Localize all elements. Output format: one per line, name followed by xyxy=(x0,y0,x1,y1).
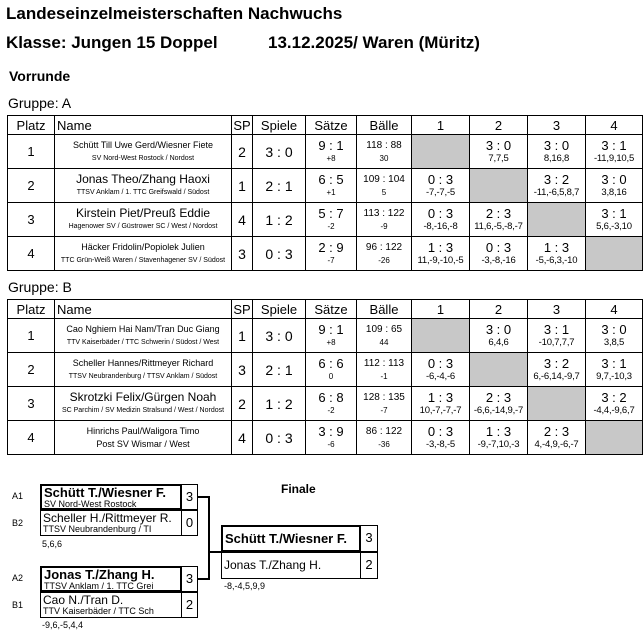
team-cell xyxy=(55,169,232,203)
column-header: SP xyxy=(233,301,251,317)
page-title: Landeseinzelmeisterschaften Nachwuchs xyxy=(6,4,343,23)
match-sets: 6,4,6 xyxy=(488,336,509,348)
sp-cell: 4 xyxy=(232,203,253,237)
match-cell xyxy=(470,237,528,271)
balls-ratio: 112 : 113 xyxy=(363,358,405,369)
balls-ratio: 109 : 65 xyxy=(365,324,403,335)
sets-diff: -6 xyxy=(327,440,335,449)
match-score: 3 : 1 xyxy=(543,321,570,337)
match-score: 3 : 2 xyxy=(601,389,627,405)
bracket-entry-final-a xyxy=(221,525,361,552)
bracket-entry-final-b xyxy=(221,552,361,579)
column-header: Name xyxy=(55,116,232,135)
match-cell xyxy=(412,387,470,421)
match-sets: -5,-6,3,-10 xyxy=(535,254,578,266)
group-table xyxy=(7,115,643,271)
match-score: 2 : 3 xyxy=(543,423,570,439)
balls-diff: -9 xyxy=(380,222,388,231)
games-cell: 1 : 2 xyxy=(253,387,306,421)
match-score: 3 : 1 xyxy=(601,205,627,221)
team-players: Häcker Fridolin/Popiolek Julien xyxy=(81,242,205,252)
self-match-cell xyxy=(528,203,586,237)
match-cell xyxy=(412,353,470,387)
match-sets: -11,9,10,5 xyxy=(593,152,635,164)
match-result: -8,-4,5,9,9 xyxy=(224,581,266,591)
match-cell xyxy=(528,319,586,353)
match-score: 0 : 3 xyxy=(427,205,454,221)
player-name: Jonas T./Zhang H. xyxy=(44,567,155,582)
balls-diff: 5 xyxy=(381,188,387,197)
sets-diff: +8 xyxy=(326,154,336,163)
sets-ratio: 9 : 1 xyxy=(318,322,344,337)
bracket-score: 2 xyxy=(360,552,378,579)
rank-cell: 4 xyxy=(8,237,55,271)
balls-diff: -1 xyxy=(380,372,388,381)
match-score: 3 : 0 xyxy=(601,171,627,187)
balls-diff: -26 xyxy=(378,256,390,265)
rank-cell: 3 xyxy=(8,387,55,421)
self-match-cell xyxy=(470,169,528,203)
sets-diff: -7 xyxy=(327,256,335,265)
match-sets: 5,6,-3,10 xyxy=(596,220,632,232)
seed-label: A2 xyxy=(12,573,24,583)
match-score: 3 : 2 xyxy=(543,355,570,371)
table-row xyxy=(8,421,643,455)
player-club: SV Nord-West Rostock xyxy=(44,499,137,509)
match-cell xyxy=(586,319,643,353)
sets-cell xyxy=(306,353,357,387)
balls-diff: -7 xyxy=(380,406,388,415)
player-name: Cao N./Tran D. xyxy=(43,593,124,607)
sets-cell xyxy=(306,203,357,237)
match-sets: -6,-4,-6 xyxy=(425,370,456,382)
match-sets: -4,4,-9,6,7 xyxy=(593,404,635,416)
team-clubs: SC Parchim / SV Medizin Stralsund / West / Nordost xyxy=(61,407,225,414)
section-title: Vorrunde xyxy=(9,68,71,84)
column-header: Bälle xyxy=(357,116,412,135)
player-name: Schütt T./Wiesner F. xyxy=(44,485,166,500)
rank-cell: 3 xyxy=(8,203,55,237)
match-score: 3 : 0 xyxy=(485,321,512,337)
seed-label: B2 xyxy=(12,518,24,528)
match-score: 1 : 3 xyxy=(427,239,454,255)
match-cell xyxy=(586,169,643,203)
match-score: 0 : 3 xyxy=(427,355,454,371)
player-name: Scheller H./Rittmeyer R. xyxy=(43,511,172,525)
column-header: 4 xyxy=(586,116,643,135)
table-row xyxy=(8,387,643,421)
sets-ratio: 6 : 8 xyxy=(318,390,344,405)
table-row xyxy=(8,319,643,353)
match-score: 3 : 0 xyxy=(601,321,627,337)
balls-ratio: 96 : 122 xyxy=(365,242,403,253)
team-cell xyxy=(55,421,232,455)
column-header: Sätze xyxy=(306,300,357,319)
sets-diff: 0 xyxy=(328,372,334,381)
team-clubs: TTSV Anklam / 1. TTC Greifswald / Südost xyxy=(76,189,210,196)
match-cell xyxy=(470,421,528,455)
games-cell: 1 : 2 xyxy=(253,203,306,237)
bracket-entry-sf1-b xyxy=(40,510,182,536)
match-score: 0 : 3 xyxy=(485,239,512,255)
balls-cell xyxy=(357,387,412,421)
games-cell: 2 : 1 xyxy=(253,353,306,387)
team-clubs: Hagenower SV / Güstrower SC / West / Nordost xyxy=(68,223,218,230)
match-cell xyxy=(528,169,586,203)
balls-diff: 44 xyxy=(379,338,389,347)
match-score: 3 : 1 xyxy=(601,355,627,371)
match-sets: -6,6,-14,9,-7 xyxy=(473,404,524,416)
match-score: 1 : 3 xyxy=(427,389,454,405)
column-header: SP xyxy=(233,117,251,133)
balls-ratio: 128 : 135 xyxy=(363,392,405,403)
match-score: 0 : 3 xyxy=(427,423,454,439)
date-location: 13.12.2025/ Waren (Müritz) xyxy=(268,33,480,52)
bracket-connector xyxy=(197,578,209,580)
self-match-cell xyxy=(412,319,470,353)
team-players: Jonas Theo/Zhang Haoxi xyxy=(76,172,210,186)
self-match-cell xyxy=(528,387,586,421)
match-sets: 6,-6,14,-9,7 xyxy=(533,370,580,382)
table-header-row xyxy=(8,300,643,319)
rank-cell: 2 xyxy=(8,169,55,203)
player-name: Schütt T./Wiesner F. xyxy=(225,531,347,546)
column-header: Name xyxy=(55,300,232,319)
team-cell xyxy=(55,237,232,271)
match-sets: 3,8,16 xyxy=(601,186,627,198)
bracket-score: 3 xyxy=(181,484,198,510)
match-sets: 11,-9,-10,-5 xyxy=(417,254,464,266)
bracket-entry-sf2-b xyxy=(40,592,182,618)
player-club: TTSV Anklam / 1. TTC Grei xyxy=(44,581,154,591)
sets-diff: -2 xyxy=(327,222,335,231)
column-header: 1 xyxy=(412,300,470,319)
table-row xyxy=(8,169,643,203)
match-cell xyxy=(528,421,586,455)
team-players: Cao Nghiem Hai Nam/Tran Duc Giang xyxy=(66,324,220,334)
match-sets: -3,-8,-16 xyxy=(481,254,516,266)
sp-cell: 3 xyxy=(232,237,253,271)
column-header: 1 xyxy=(412,116,470,135)
bracket-score: 3 xyxy=(360,525,378,552)
balls-diff: -36 xyxy=(378,440,390,449)
team-clubs: Post SV Wismar / West xyxy=(96,439,190,449)
match-score: 3 : 0 xyxy=(543,137,570,153)
team-clubs: SV Nord-West Rostock / Nordost xyxy=(91,155,195,162)
match-cell xyxy=(586,387,643,421)
sets-cell xyxy=(306,237,357,271)
match-cell xyxy=(412,421,470,455)
games-cell: 3 : 0 xyxy=(253,135,306,169)
sp-cell: 2 xyxy=(232,135,253,169)
team-cell xyxy=(55,353,232,387)
sets-ratio: 3 : 9 xyxy=(318,424,344,439)
class-header xyxy=(6,33,480,53)
column-header: Spiele xyxy=(253,116,306,135)
table-row xyxy=(8,237,643,271)
sets-cell xyxy=(306,169,357,203)
match-sets: 8,16,8 xyxy=(543,152,570,164)
balls-ratio: 113 : 122 xyxy=(363,208,405,219)
match-cell xyxy=(586,353,643,387)
self-match-cell xyxy=(470,353,528,387)
sets-ratio: 6 : 6 xyxy=(318,356,344,371)
match-score: 2 : 3 xyxy=(485,205,512,221)
column-header: Platz xyxy=(8,300,55,319)
sets-ratio: 6 : 5 xyxy=(318,172,344,187)
player-club: TTSV Neubrandenburg / TI xyxy=(43,524,152,534)
team-clubs: TTSV Neubrandenburg / TTSV Anklam / Südost xyxy=(68,373,218,380)
bracket-score: 2 xyxy=(181,592,198,618)
match-score: 0 : 3 xyxy=(427,171,454,187)
rank-cell: 4 xyxy=(8,421,55,455)
match-cell xyxy=(528,353,586,387)
bracket-entry-sf2-a xyxy=(40,566,182,592)
group-label: Gruppe: A xyxy=(8,95,72,111)
column-header: Platz xyxy=(8,116,55,135)
match-score: 3 : 0 xyxy=(485,137,512,153)
match-score: 2 : 3 xyxy=(485,389,512,405)
sp-cell: 2 xyxy=(232,387,253,421)
match-sets: 4,-4,9,-6,-7 xyxy=(534,438,579,450)
sp-cell: 1 xyxy=(232,319,253,353)
seed-label: A1 xyxy=(12,491,24,501)
balls-ratio: 118 : 88 xyxy=(366,140,402,151)
match-sets: 3,8,5 xyxy=(603,336,625,348)
sets-diff: +8 xyxy=(326,338,336,347)
column-header: Spiele xyxy=(253,300,306,319)
class-label: Klasse: Jungen 15 Doppel xyxy=(6,33,218,52)
balls-cell xyxy=(357,237,412,271)
column-header: 2 xyxy=(470,116,528,135)
match-sets: -10,7,7,7 xyxy=(538,336,575,348)
sp-cell: 1 xyxy=(232,169,253,203)
balls-cell xyxy=(357,421,412,455)
sp-cell: 4 xyxy=(232,421,253,455)
match-score: 1 : 3 xyxy=(485,423,512,439)
rank-cell: 1 xyxy=(8,135,55,169)
bracket-connector xyxy=(208,496,210,580)
match-result: -9,6,-5,4,4 xyxy=(42,620,84,630)
match-score: 3 : 2 xyxy=(543,171,570,187)
match-cell xyxy=(412,237,470,271)
column-header: 3 xyxy=(528,300,586,319)
sets-ratio: 2 : 9 xyxy=(318,240,344,255)
seed-label: B1 xyxy=(12,600,24,610)
column-header: 2 xyxy=(470,300,528,319)
group-label: Gruppe: B xyxy=(8,279,72,295)
table-row xyxy=(8,353,643,387)
balls-cell xyxy=(357,135,412,169)
match-cell xyxy=(586,135,643,169)
sets-diff: +1 xyxy=(326,188,336,197)
sets-ratio: 5 : 7 xyxy=(318,206,344,221)
match-sets: -9,-7,10,-3 xyxy=(477,438,520,450)
match-sets: 11,6,-5,-8,-7 xyxy=(474,220,523,232)
team-cell xyxy=(55,319,232,353)
rank-cell: 1 xyxy=(8,319,55,353)
group-table xyxy=(7,299,643,455)
team-players: Kirstein Piet/Preuß Eddie xyxy=(75,206,211,220)
sets-cell xyxy=(306,387,357,421)
table-row xyxy=(8,203,643,237)
player-club: TTV Kaiserbäder / TTC Sch xyxy=(43,606,154,616)
team-players: Scheller Hannes/Rittmeyer Richard xyxy=(72,358,214,368)
match-cell xyxy=(470,203,528,237)
match-cell xyxy=(470,135,528,169)
sets-cell xyxy=(306,319,357,353)
team-clubs: TTV Kaiserbäder / TTC Schwerin / Südost / West xyxy=(66,339,220,346)
games-cell: 0 : 3 xyxy=(253,421,306,455)
team-cell xyxy=(55,203,232,237)
games-cell: 3 : 0 xyxy=(253,319,306,353)
table-row xyxy=(8,135,643,169)
match-result: 5,6,6 xyxy=(42,539,63,549)
column-header: 3 xyxy=(528,116,586,135)
balls-cell xyxy=(357,203,412,237)
sets-cell xyxy=(306,421,357,455)
sp-cell: 3 xyxy=(232,353,253,387)
match-sets: -8,-16,-8 xyxy=(423,220,458,232)
team-cell xyxy=(55,135,232,169)
balls-cell xyxy=(357,169,412,203)
self-match-cell xyxy=(586,237,643,271)
games-cell: 0 : 3 xyxy=(253,237,306,271)
team-cell xyxy=(55,387,232,421)
bracket-score: 0 xyxy=(181,510,198,536)
games-cell: 2 : 1 xyxy=(253,169,306,203)
balls-cell xyxy=(357,353,412,387)
match-sets: 7,7,5 xyxy=(488,152,509,164)
match-cell xyxy=(412,203,470,237)
team-players: Skrotzki Felix/Gürgen Noah xyxy=(69,390,217,404)
match-sets: -7,-7,-5 xyxy=(425,186,456,198)
balls-cell xyxy=(357,319,412,353)
match-sets: -11,-6,5,8,7 xyxy=(533,186,580,198)
match-sets: 9,7,-10,3 xyxy=(596,370,632,382)
column-header: Sätze xyxy=(306,116,357,135)
column-header: Bälle xyxy=(357,300,412,319)
team-players: Hinrichs Paul/Waligora Timo xyxy=(86,426,200,436)
match-cell xyxy=(586,203,643,237)
match-cell xyxy=(470,387,528,421)
sets-cell xyxy=(306,135,357,169)
sets-diff: -2 xyxy=(327,406,335,415)
balls-ratio: 109 : 104 xyxy=(363,174,405,185)
self-match-cell xyxy=(412,135,470,169)
match-sets: 10,-7,-7,-7 xyxy=(419,404,462,416)
match-sets: -3,-8,-5 xyxy=(425,438,456,450)
sets-ratio: 9 : 1 xyxy=(318,138,344,153)
balls-diff: 30 xyxy=(379,154,389,163)
self-match-cell xyxy=(586,421,643,455)
match-cell xyxy=(528,135,586,169)
player-name: Jonas T./Zhang H. xyxy=(224,558,322,572)
match-cell xyxy=(528,237,586,271)
bracket-connector xyxy=(208,551,222,553)
finale-label: Finale xyxy=(281,482,316,496)
rank-cell: 2 xyxy=(8,353,55,387)
balls-ratio: 86 : 122 xyxy=(365,426,403,437)
match-cell xyxy=(470,319,528,353)
team-players: Schütt Till Uwe Gerd/Wiesner Fiete xyxy=(72,140,214,150)
bracket-entry-sf1-a xyxy=(40,484,182,510)
match-score: 3 : 1 xyxy=(601,137,627,153)
match-score: 1 : 3 xyxy=(543,239,570,255)
bracket-score: 3 xyxy=(181,566,198,592)
match-cell xyxy=(412,169,470,203)
team-clubs: TTC Grün-Weiß Waren / Stavenhagener SV / Südost xyxy=(60,257,226,264)
column-header: 4 xyxy=(586,300,643,319)
table-header-row xyxy=(8,116,643,135)
